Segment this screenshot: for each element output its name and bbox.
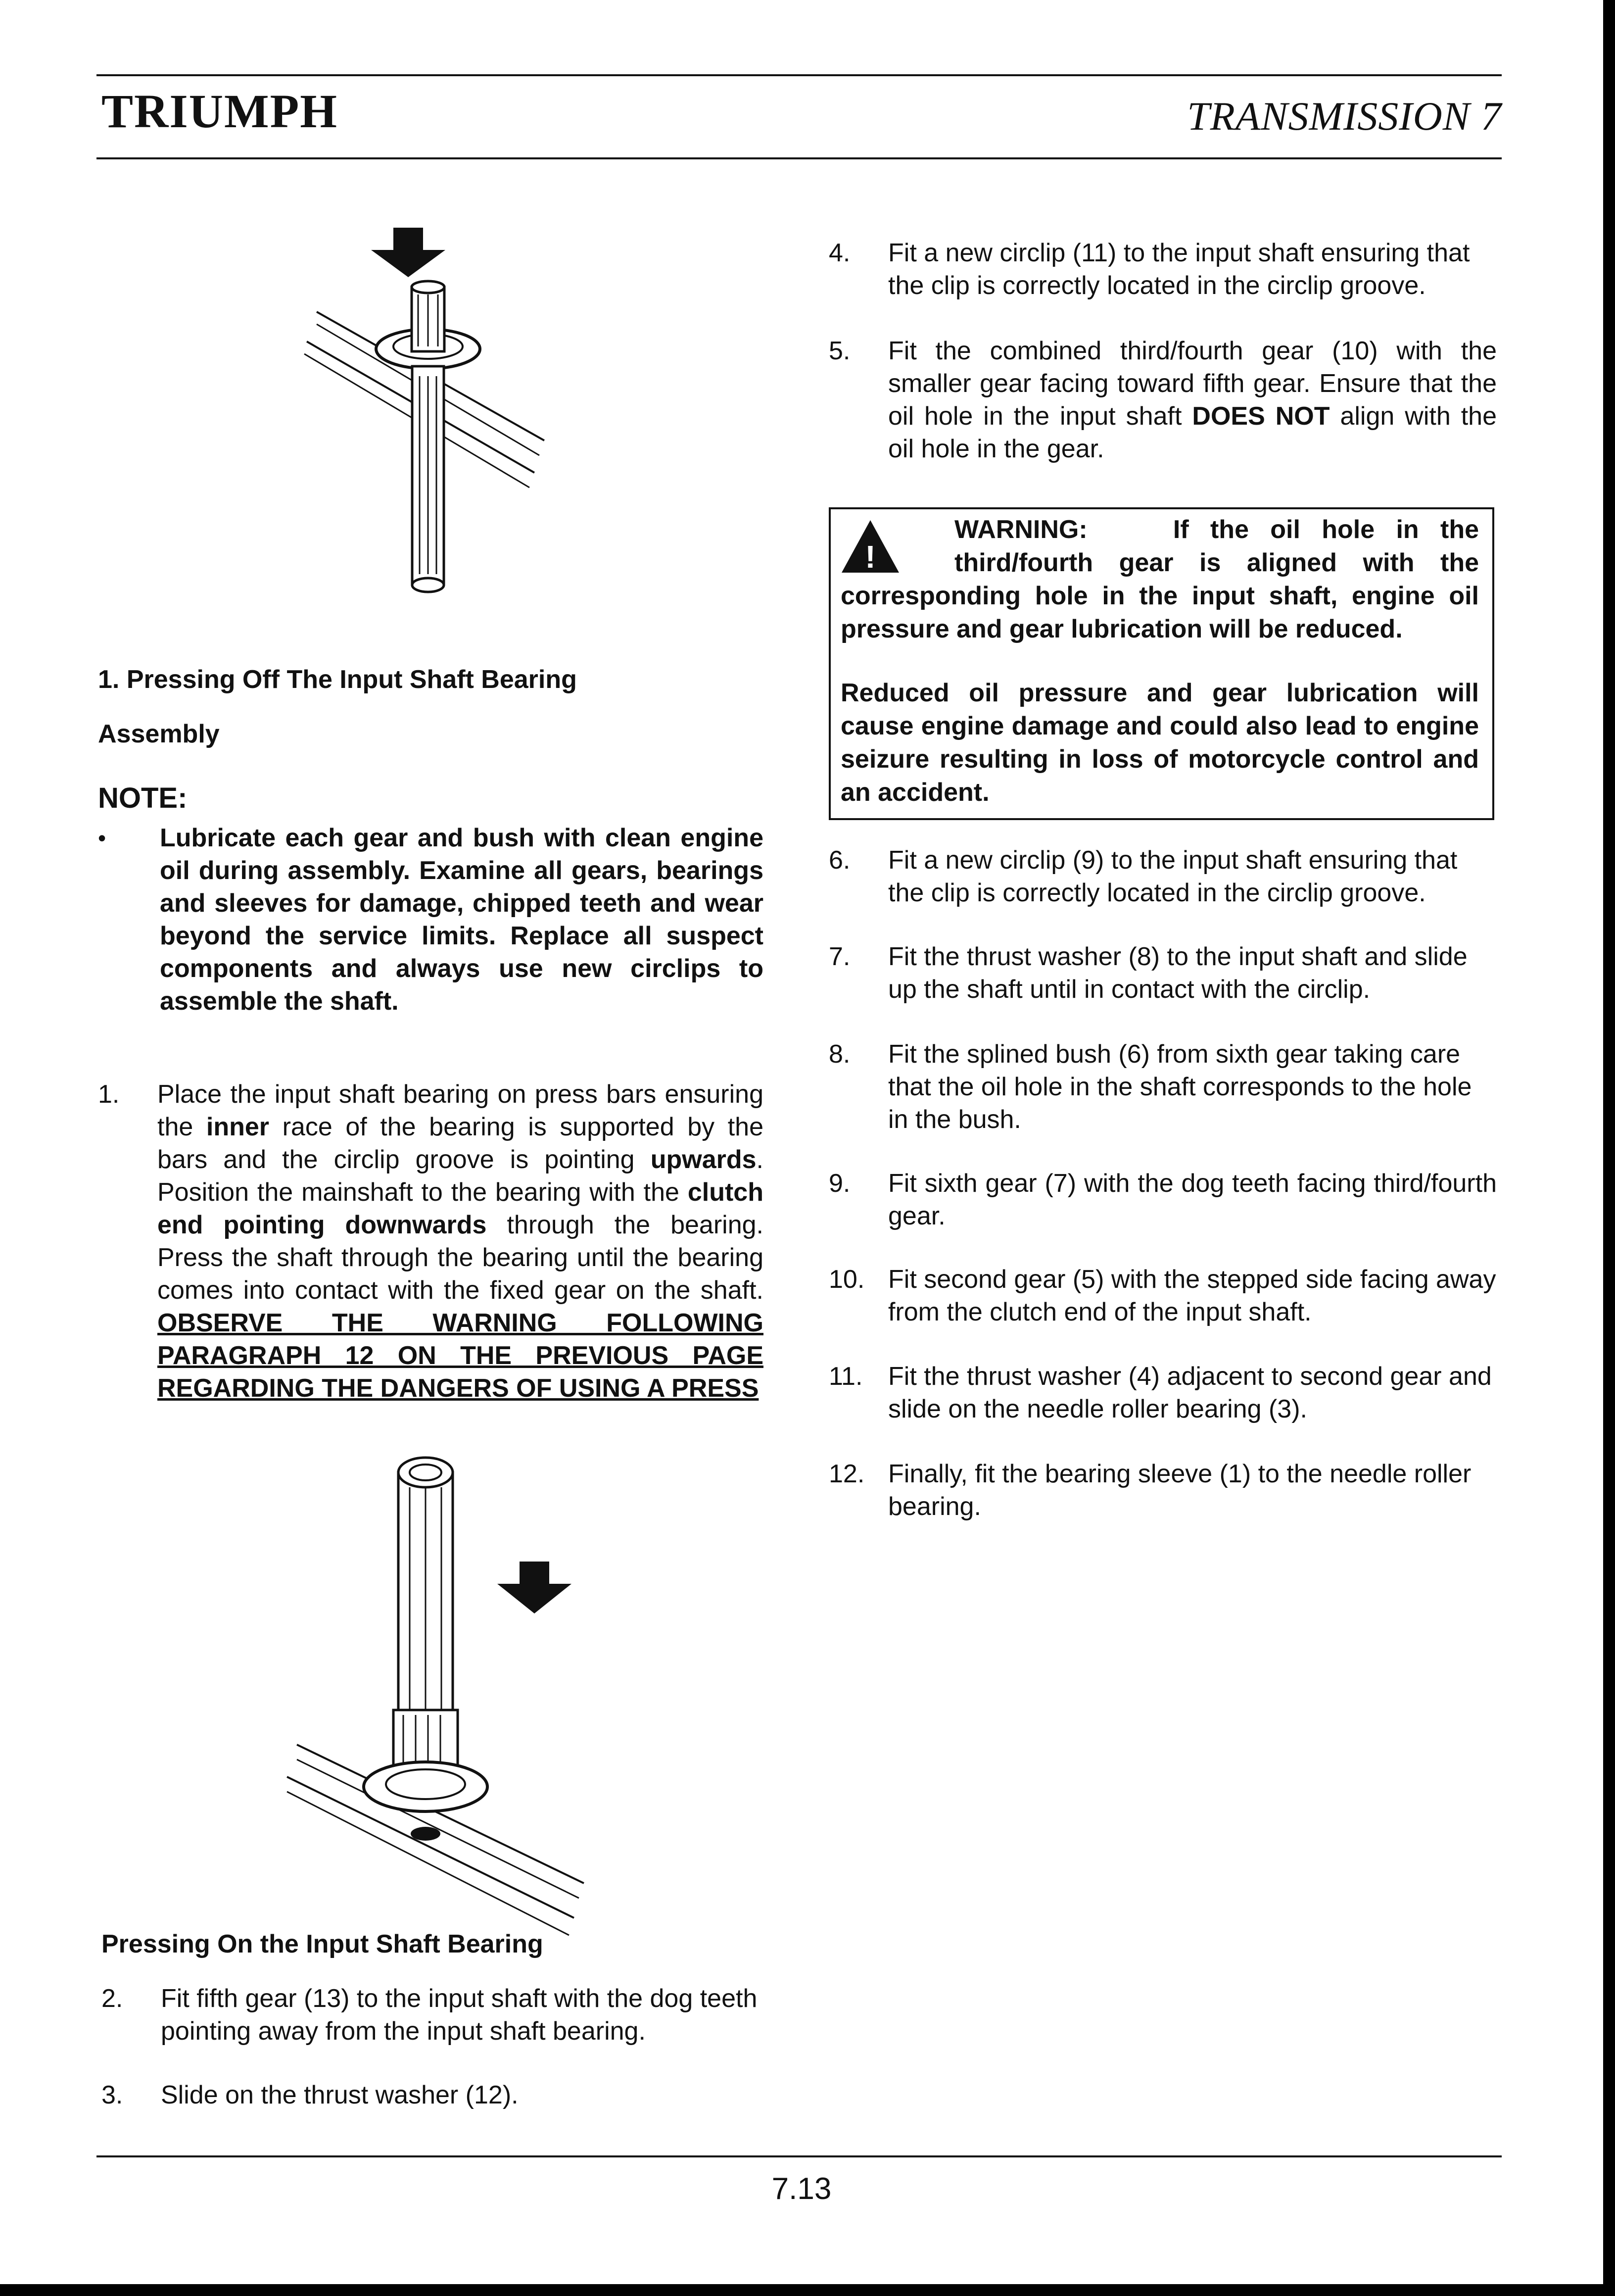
- step-number: 6.: [829, 846, 851, 875]
- footer-rule: [96, 2155, 1502, 2157]
- note-text: Lubricate each gear and bush with clean engine oil during assembly. Examine all gears, bearings and sleeves for damage, chipped teeth and wear beyond the service limits. Replace all suspect components and always use new circlips to assemble the shaft.: [160, 824, 763, 1016]
- note-heading: NOTE:: [98, 782, 188, 814]
- step-text: Fit second gear (5) with the stepped side facing away from the clutch end of the input shaft.: [888, 1265, 1496, 1326]
- step-number: 5.: [829, 337, 851, 365]
- step-text: Fit the thrust washer (4) adjacent to second gear and slide on the needle roller bearing (3).: [888, 1362, 1492, 1423]
- assembly-heading: Assembly: [98, 720, 220, 748]
- step-text: Fit the splined bush (6) from sixth gear taking care that the oil hole in the shaft corresponds to the hole in the bush.: [888, 1040, 1472, 1134]
- step-3: [101, 2079, 769, 2113]
- step-number: 9.: [829, 1169, 851, 1198]
- press-arrow-icon: [371, 228, 445, 277]
- step-number: 10.: [829, 1265, 865, 1294]
- section-title: TRANSMISSION 7: [1187, 94, 1502, 139]
- press-warning-reference: OBSERVE THE WARNING FOLLOWING PARAGRAPH 12 ON THE PREVIOUS PAGE REGARDING THE DANGERS OF USING A PRESS: [157, 1309, 763, 1403]
- step-4: [829, 237, 1497, 306]
- warning-paragraph-1: WARNING: If the oil hole in the third/fourth gear is aligned with the corresponding hole in the input shaft, engine oil pressure and gear lubrication will be reduced.: [841, 515, 1479, 643]
- step-text: Finally, fit the bearing sleeve (1) to the needle roller bearing.: [888, 1460, 1472, 1521]
- step-text: Fit the combined third/fourth gear (10) with the smaller gear facing toward fifth gear. Ensure that the oil hole in the input shaft DOES NOT align with the oil hole in the gear.: [888, 337, 1497, 463]
- warning-label: WARNING:: [954, 515, 1088, 544]
- note-bullet: •: [98, 825, 106, 851]
- step-number: 4.: [829, 239, 851, 267]
- page-number: 7.13: [771, 2172, 832, 2206]
- step-text: Fit sixth gear (7) with the dog teeth facing third/fourth gear.: [888, 1169, 1497, 1230]
- step-text: Fit the thrust washer (8) to the input shaft and slide up the shaft until in contact with the circlip.: [888, 942, 1468, 1004]
- triumph-logo: TRIUMPH: [101, 85, 338, 138]
- step-text: Fit a new circlip (9) to the input shaft ensuring that the clip is correctly located in the circlip groove.: [888, 846, 1458, 907]
- step-text: Place the input shaft bearing on press bars ensuring the inner race of the bearing is supported by the bars and the circlip groove is pointing upwards. Position the mainshaft to the bearing with the clutch end pointing downwards through the bearing. Press the shaft through the bearing until the bearing comes into contact with the fixed gear on the shaft. OBSERVE THE WARNING FOLLOWING PARAGRAPH 12 ON THE PREVIOUS PAGE REGARDING THE DANGERS OF USING A PRESS: [157, 1080, 763, 1403]
- figure-pressing-off-bearing: [297, 228, 554, 604]
- header-bottom-rule: [96, 157, 1502, 159]
- figure2-caption: Pressing On the Input Shaft Bearing: [101, 1930, 543, 1958]
- warning-paragraph-2: Reduced oil pressure and gear lubrication will cause engine damage and could also lead to engine seizure resulting in loss of motorcycle control and an accident.: [841, 679, 1479, 807]
- figure1-caption: 1. Pressing Off The Input Shaft Bearing: [98, 665, 577, 694]
- step-number: 1.: [98, 1080, 120, 1109]
- step-text: Fit fifth gear (13) to the input shaft with the dog teeth pointing away from the input shaft bearing.: [161, 1984, 758, 2046]
- step-9: [829, 1167, 1497, 1236]
- warning-box: [829, 507, 1494, 820]
- step-number: 8.: [829, 1040, 851, 1069]
- step-number: 2.: [101, 1984, 123, 2013]
- step-12: [829, 1458, 1497, 1527]
- note-item: [98, 822, 766, 1054]
- header-top-rule: [96, 74, 1502, 76]
- step-number: 12.: [829, 1460, 865, 1488]
- step-number: 11.: [829, 1362, 863, 1391]
- step-11: [829, 1360, 1497, 1429]
- step-number: 7.: [829, 942, 851, 971]
- step-8: [829, 1038, 1497, 1139]
- step-2: [101, 1982, 769, 2052]
- figure-pressing-on-bearing: [287, 1448, 604, 1943]
- step-1: [98, 1078, 766, 1444]
- step-text: Slide on the thrust washer (12).: [161, 2081, 519, 2109]
- step-text: Fit a new circlip (11) to the input shaft ensuring that the clip is correctly located in the circlip groove.: [888, 239, 1470, 300]
- press-arrow-icon: [497, 1562, 571, 1613]
- warning-icon-mark: !: [865, 539, 876, 575]
- step-7: [829, 940, 1497, 1010]
- step-number: 3.: [101, 2081, 123, 2109]
- step-5: [829, 335, 1497, 468]
- step-6: [829, 844, 1497, 913]
- step-10: [829, 1263, 1497, 1332]
